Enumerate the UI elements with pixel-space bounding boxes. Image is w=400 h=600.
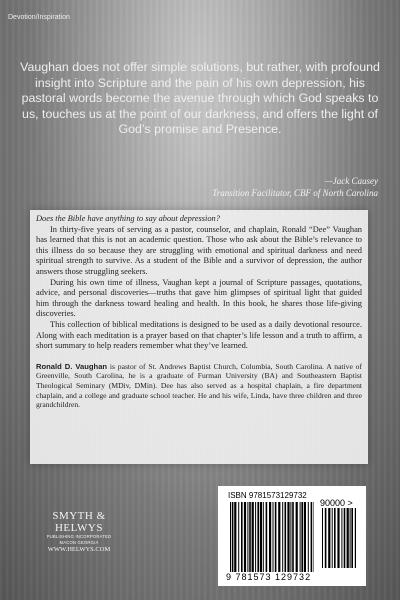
isbn-label: ISBN 9781573129732 bbox=[228, 491, 307, 500]
barcode-bar bbox=[249, 502, 251, 572]
barcode-bar bbox=[247, 502, 248, 572]
barcode-bar bbox=[282, 502, 283, 572]
barcode-bar bbox=[232, 502, 234, 572]
barcode-bar bbox=[260, 502, 262, 572]
barcode-bar bbox=[241, 502, 243, 572]
price-code: 90000 > bbox=[320, 498, 353, 508]
barcode-bar bbox=[285, 502, 287, 572]
barcode-bar bbox=[332, 508, 333, 568]
barcode-bar bbox=[341, 508, 342, 568]
barcode-bar bbox=[234, 502, 236, 572]
barcode-bar bbox=[337, 508, 339, 568]
barcode-bar bbox=[328, 508, 330, 568]
barcode-bar bbox=[351, 508, 353, 568]
barcode-bar bbox=[263, 502, 264, 572]
barcode-bar bbox=[278, 502, 280, 572]
barcode-bar bbox=[344, 508, 346, 568]
barcode-bar bbox=[292, 502, 294, 572]
endorsement-author-title: Transition Facilitator, CBF of North Carolina bbox=[212, 188, 378, 198]
barcode-bar bbox=[304, 502, 306, 572]
barcode-bar bbox=[347, 508, 349, 568]
description-paragraph: In thirty-five years of serving as a pastor, counselor, and chaplain, Ronald “Dee” Vaughan has learned that this is not an academic question. Those who ask about the Bible’s relevance to this illness do so because they are struggling with emotional and spiritual darkness and need spiritual strength to survive. As a student of the Bible and a survivor of depression, the author answers those struggling seekers. bbox=[36, 224, 362, 276]
description-paragraph: This collection of biblical meditations is designed to be used as a daily devotional resource. Along with each meditation is a prayer based on that chapter’s life lesson and a truth to affirm, a short summary to help readers remember what they’ve learned. bbox=[36, 319, 362, 351]
description-panel bbox=[30, 210, 368, 464]
barcode-bar bbox=[334, 508, 336, 568]
barcode-bar bbox=[257, 502, 259, 572]
barcode-bar bbox=[322, 508, 323, 568]
barcode-bar bbox=[252, 502, 254, 572]
barcode-panel bbox=[218, 486, 366, 586]
barcode-bar bbox=[296, 502, 298, 572]
barcode-bar bbox=[244, 502, 246, 572]
barcode-bar bbox=[266, 502, 268, 572]
barcode-bar bbox=[311, 502, 313, 572]
description-text bbox=[36, 214, 362, 410]
barcode-bar bbox=[275, 502, 277, 572]
endorsement-author: —Jack Causey bbox=[324, 176, 378, 186]
barcode-bar bbox=[255, 502, 256, 572]
description-paragraph: During his own time of illness, Vaughan kept a journal of Scripture passages, quotations, advice, and personal discoveries—truths that gave him glimpses of spiritual light that guided him through the darkness toward healing and health. In this book, he shares those life-giving discoveries. bbox=[36, 277, 362, 319]
barcode-bar bbox=[273, 502, 274, 572]
barcode-bar bbox=[308, 502, 309, 572]
barcode-bar bbox=[238, 502, 239, 572]
endorsement-quote: Vaughan does not offer simple solutions, but rather, with profound insight into Scripture and the pain of his own depression, his pastoral words become the avenue through which God speaks to us, touches us at the point of our darkness, and offers the light of God’s promise and Presence. bbox=[20, 60, 380, 137]
barcode-bar bbox=[350, 508, 351, 568]
barcode-bar bbox=[301, 502, 303, 572]
publisher-name: SMYTH & HELWYS bbox=[52, 510, 106, 534]
lead-question: Does the Bible have anything to say about depression? bbox=[36, 214, 220, 223]
barcode-bar bbox=[314, 502, 315, 572]
barcode-bar bbox=[230, 502, 231, 572]
barcode-bar bbox=[287, 502, 289, 572]
publisher-url: WWW.HELWYS.COM bbox=[47, 546, 111, 553]
author-bio-text: is pastor of St. Andrews Baptist Church, Columbia, South Carolina. A native of Greenville, South Carolina, he is a graduate of Furman University (BA) and Southeastern Baptist Theological Seminary (MDiv, DMin). Dee has also served as a hospital chaplain, a fire department chaplain, and a college and graduate school teacher. He and his wife, Linda, have three children and three grandchildren. bbox=[36, 361, 362, 410]
category-label: Devotion/Inspiration bbox=[8, 14, 70, 21]
price-barcode bbox=[322, 508, 356, 568]
barcode-bar bbox=[290, 502, 291, 572]
barcode-bar bbox=[325, 508, 327, 568]
author-name: Ronald D. Vaughan bbox=[36, 361, 108, 371]
author-bio bbox=[36, 362, 362, 410]
publisher-subline: PUBLISHING INCORPORATED MACON GEORGIA bbox=[46, 534, 112, 545]
ean-digits: 9 781573 129732 bbox=[226, 572, 312, 582]
barcode-bar bbox=[355, 508, 356, 568]
barcode-bar bbox=[269, 502, 271, 572]
barcode-bar bbox=[300, 502, 301, 572]
publisher-logo bbox=[38, 510, 120, 554]
isbn-barcode bbox=[230, 502, 314, 572]
